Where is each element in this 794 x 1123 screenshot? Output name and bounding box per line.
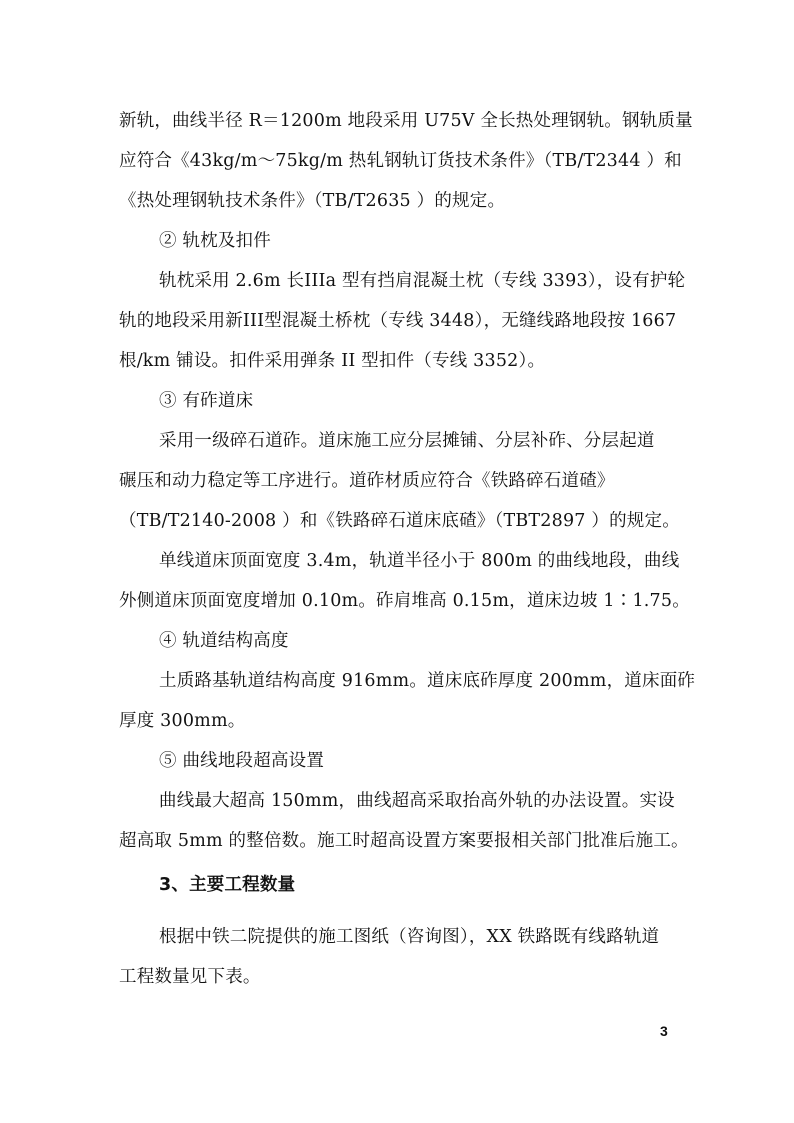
paragraph-line: 采用一级碎石道砟。道床施工应分层摊铺、分层补砟、分层起道: [159, 431, 655, 451]
paragraph-line: 根/km 铺设。扣件采用弹条 II 型扣件（专线 3352）。: [119, 351, 546, 371]
paragraph-line: 超高取 5mm 的整倍数。施工时超高设置方案要报相关部门批准后施工。: [119, 831, 689, 851]
subheading-track-height: ④ 轨道结构高度: [159, 631, 289, 651]
paragraph-line: 厚度 300mm。: [119, 711, 246, 731]
paragraph-line: 曲线最大超高 150mm，曲线超高采取抬高外轨的办法设置。实设: [159, 791, 675, 811]
subheading-sleepers-fasteners: ② 轨枕及扣件: [159, 231, 271, 251]
paragraph-line: 轨枕采用 2.6m 长IIIa 型有挡肩混凝土枕（专线 3393），设有护轮: [159, 271, 686, 291]
paragraph-line: 碾压和动力稳定等工序进行。道砟材质应符合《铁路碎石道碴》: [119, 471, 615, 491]
subheading-superelevation: ⑤ 曲线地段超高设置: [159, 751, 325, 771]
page-number: 3: [660, 1023, 668, 1039]
paragraph-line: 单线道床顶面宽度 3.4m，轨道半径小于 800m 的曲线地段，曲线: [159, 551, 680, 571]
subheading-ballast-bed: ③ 有砟道床: [159, 391, 254, 411]
paragraph-line: （TB/T2140-2008 ）和《铁路碎石道床底碴》（TBT2897 ）的规定。: [119, 511, 680, 531]
paragraph-line: 工程数量见下表。: [119, 967, 261, 987]
paragraph-line: 《热处理钢轨技术条件》（TB/T2635 ）的规定。: [119, 191, 506, 211]
paragraph-line: 应符合《43kg/m～75kg/m 热轧钢轨订货技术条件》（TB/T2344 ）和: [119, 151, 682, 171]
paragraph-line: 轨的地段采用新III型混凝土桥枕（专线 3448），无缝线路地段按 1667: [119, 311, 677, 331]
paragraph-line: 土质路基轨道结构高度 916mm。道床底砟厚度 200mm，道床面砟: [159, 671, 696, 691]
section-title: 3、主要工程数量: [159, 875, 296, 895]
paragraph-line: 根据中铁二院提供的施工图纸（咨询图），XX 铁路既有线路轨道: [159, 927, 660, 947]
paragraph-line: 外侧道床顶面宽度增加 0.10m。砟肩堆高 0.15m，道床边坡 1∶1.75。: [119, 591, 690, 611]
paragraph-line: 新轨，曲线半径 R＝1200m 地段采用 U75V 全长热处理钢轨。钢轨质量: [119, 111, 693, 131]
